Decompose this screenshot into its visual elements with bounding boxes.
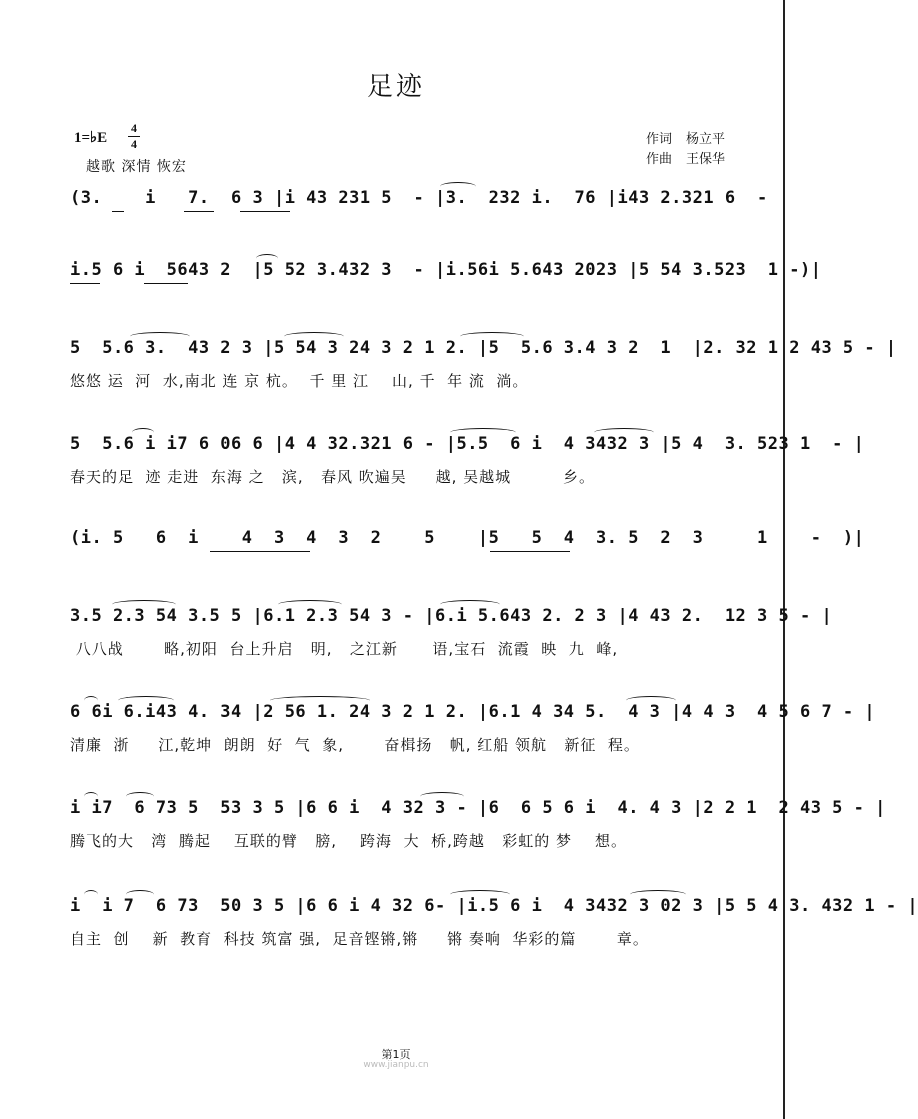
slur (284, 332, 344, 341)
lyric-line: 春天的足 迹 走进 东海 之 滨, 春风 吹遍吴 越, 吴越城 乡。 (70, 468, 596, 486)
slur (256, 254, 278, 263)
slur (460, 332, 524, 341)
slur (126, 890, 154, 899)
slur (450, 428, 516, 437)
lyric-line: 悠悠 运 河 水,南北 连 京 杭。 千 里 江 山, 千 年 流 淌。 (70, 372, 529, 390)
score-row-8 (70, 798, 886, 850)
slur (84, 696, 98, 705)
credit-name: 王保华 (686, 152, 726, 167)
time-signature (128, 122, 140, 151)
credit-role: 作词 (646, 132, 673, 147)
slur (450, 890, 510, 899)
notation-line: 5 5.6 3. 43 2 3 |5 54 3 24 3 2 1 2. |5 5.6 3.4 3 2 1 |2. 32 1 2 43 5 - | (70, 338, 897, 358)
notation-line: i i 7 6 73 50 3 5 |6 6 i 4 32 6- |i.5 6 i 4 3432 3 02 3 |5 5 4 3. 432 1 - | (70, 896, 918, 916)
page-edge-rule (783, 0, 785, 1119)
song-title: 足迹 (366, 72, 425, 102)
slur (594, 428, 654, 437)
slur (112, 600, 176, 609)
lyric-line: 腾飞的大 湾 腾起 互联的臂 膀, 跨海 大 桥,跨越 彩虹的 梦 想。 (70, 832, 628, 850)
slur (270, 696, 370, 705)
underline (70, 283, 100, 284)
slur (84, 890, 98, 899)
slur (130, 332, 190, 341)
notation-line: 3.5 2.3 54 3.5 5 |6.1 2.3 54 3 - |6.i 5.643 2. 2 3 |4 43 2. 12 3 5 - | (70, 606, 833, 626)
underline (112, 211, 124, 212)
score-row-3 (70, 338, 897, 390)
performance-style: 越歌 深情 恢宏 (86, 159, 187, 175)
score-row-5 (70, 528, 865, 558)
lyricist-credit (646, 128, 739, 147)
slur (126, 792, 154, 801)
slur (84, 792, 98, 801)
lyric-line: 自主 创 新 教育 科技 筑富 强, 足音铿锵,锵 锵 奏响 华彩的篇 章。 (70, 930, 649, 948)
slur (420, 792, 464, 801)
credit-role: 作曲 (646, 152, 673, 167)
notation-line: i.5 6 i 5643 2 |5 52 3.432 3 - |i.56i 5.643 2023 |5 54 3.523 1 -)| (70, 260, 822, 280)
slur (440, 600, 500, 609)
score-row-1 (70, 188, 768, 218)
page-number: 第1页 (381, 1048, 411, 1061)
score-row-4 (70, 434, 865, 486)
watermark: www.jianpu.cn (363, 1060, 429, 1070)
score-row-2 (70, 260, 822, 290)
slur (278, 600, 342, 609)
notation-line: 6 6i 6.i43 4. 34 |2 56 1. 24 3 2 1 2. |6.1 4 34 5. 4 3 |4 4 3 4 5 6 7 - | (70, 702, 876, 722)
key-signature: 1=♭E (74, 130, 108, 146)
slur (626, 696, 676, 705)
slur (118, 696, 174, 705)
slur (132, 428, 154, 437)
score-row-9 (70, 896, 918, 948)
score-row-6 (70, 606, 833, 658)
meter-top: 4 (131, 121, 137, 135)
credit-name: 杨立平 (686, 132, 726, 147)
slur (440, 182, 476, 191)
underline (490, 551, 570, 552)
notation-line: (i. 5 6 i 4 3 4 3 2 5 |5 5 4 3. 5 2 3 1 - )| (70, 528, 865, 548)
underline (210, 551, 310, 552)
notation-line: i i7 6 73 5 53 3 5 |6 6 i 4 32 3 - |6 6 5 6 i 4. 4 3 |2 2 1 2 43 5 - | (70, 798, 886, 818)
composer-credit (646, 148, 739, 167)
underline (144, 283, 188, 284)
meter-bottom: 4 (131, 137, 137, 151)
score-row-7 (70, 702, 876, 754)
notation-line: 5 5.6 i i7 6 06 6 |4 4 32.321 6 - |5.5 6 i 4 3432 3 |5 4 3. 523 1 - | (70, 434, 865, 454)
notation-line: (3. i 7. 6 3 |i 43 231 5 - |3. 232 i. 76 |i43 2.321 6 - (70, 188, 768, 208)
lyric-line: 八八战 略,初阳 台上升启 明, 之江新 语,宝石 流霞 映 九 峰, (70, 640, 619, 658)
underline (240, 211, 290, 212)
slur (630, 890, 686, 899)
underline (184, 211, 214, 212)
lyric-line: 清廉 浙 江,乾坤 朗朗 好 气 象, 奋楫扬 帆, 红船 领航 新征 程。 (70, 736, 640, 754)
